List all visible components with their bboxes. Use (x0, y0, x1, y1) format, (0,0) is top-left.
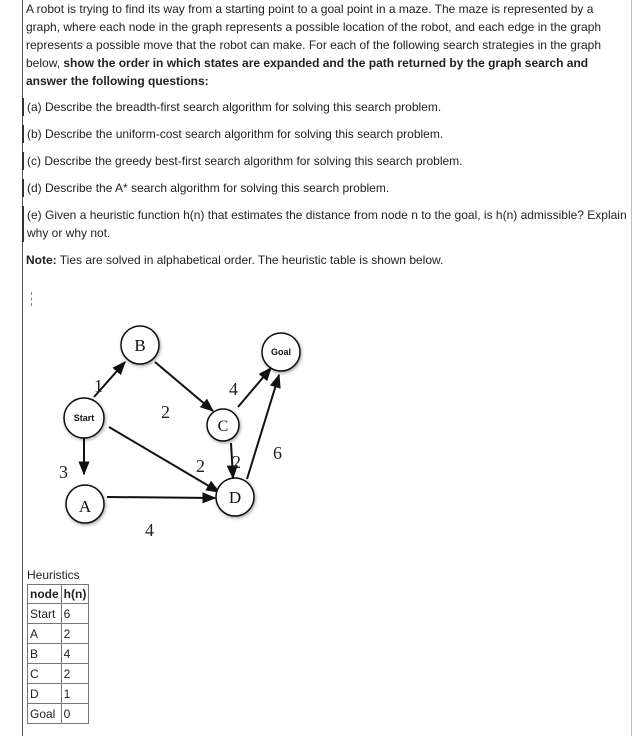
table-row (28, 664, 89, 684)
question-text: Given a heuristic function h(n) that estimates the distance from node n to the goal, is h(n) admissible? Explain why or why not. (27, 208, 627, 240)
table-row (28, 624, 89, 644)
note-text: Ties are solved in alphabetical order. The heuristic table is shown below. (56, 253, 444, 267)
node-c-label: C (217, 418, 229, 435)
table-row (28, 684, 89, 704)
question-label: (d) (27, 181, 42, 195)
table-header-row (28, 585, 89, 604)
question-label: (b) (27, 127, 42, 141)
heuristics-table (27, 584, 89, 724)
weight-d-goal: 6 (273, 443, 282, 463)
question-text: Describe the uniform-cost search algorithm for solving this search problem. (41, 127, 444, 141)
question-text: Describe the A* search algorithm for solving this search problem. (41, 181, 390, 195)
node-d-label: D (228, 488, 242, 507)
weight-start-a: 3 (59, 462, 68, 482)
heuristics-title: Heuristics (27, 568, 80, 582)
table-cell-node: B (28, 644, 62, 664)
node-start (64, 398, 104, 438)
search-graph (23, 0, 631, 560)
node-start-label: Start (73, 413, 95, 423)
intro-bold-text: show the order in which states are expanded and the path returned by the graph search and answer the following questions: (26, 56, 589, 88)
node-c (207, 409, 239, 441)
intro-text: A robot is trying to find its way from a starting point to a goal point in a maze. The maze is represented by a graph, where each node in the graph represents a possible location of the robot, and each edge in the graph represents a possible move that the robot can make. For each of the following search strategies in the graph below, (26, 2, 602, 70)
table-cell-h: 4 (61, 644, 89, 664)
table-row (28, 644, 89, 664)
node-goal (262, 333, 300, 371)
weight-b-c: 2 (161, 402, 170, 422)
edge-c-goal (238, 368, 271, 407)
node-d (216, 478, 254, 516)
weight-a-d: 4 (145, 520, 154, 540)
table-header-h: h(n) (61, 585, 89, 604)
weight-start-b: 1 (94, 376, 103, 396)
table-cell-node: D (28, 684, 62, 704)
table-row (28, 704, 89, 724)
weight-c-goal: 4 (229, 379, 238, 399)
problem-content (22, 0, 632, 736)
question-label: (e) (27, 208, 42, 222)
note-label: Note: (26, 253, 57, 267)
node-b-label: B (134, 336, 146, 355)
table-cell-node: Start (28, 604, 62, 624)
question-label: (a) (27, 100, 42, 114)
heuristics-section (27, 566, 89, 724)
node-a-label: A (78, 497, 92, 516)
weight-start-d: 2 (196, 456, 205, 476)
table-cell-h: 0 (61, 704, 89, 724)
table-cell-h: 1 (61, 684, 89, 704)
table-cell-node: A (28, 624, 62, 644)
table-header-node: node (28, 585, 62, 604)
table-cell-h: 6 (61, 604, 89, 624)
edge-a-d (107, 497, 215, 498)
node-goal-label: Goal (270, 347, 292, 357)
table-cell-h: 2 (61, 624, 89, 644)
table-cell-node: Goal (28, 704, 62, 724)
table-row (28, 604, 89, 624)
table-cell-node: C (28, 664, 62, 684)
question-text: Describe the breadth-first search algorithm for solving this search problem. (41, 100, 442, 114)
question-label: (c) (27, 154, 41, 168)
question-text: Describe the greedy best-first search algorithm for solving this search problem. (41, 154, 463, 168)
weight-c-d: 2 (232, 452, 241, 472)
table-cell-h: 2 (61, 664, 89, 684)
node-a (66, 485, 104, 523)
node-b (121, 326, 159, 364)
